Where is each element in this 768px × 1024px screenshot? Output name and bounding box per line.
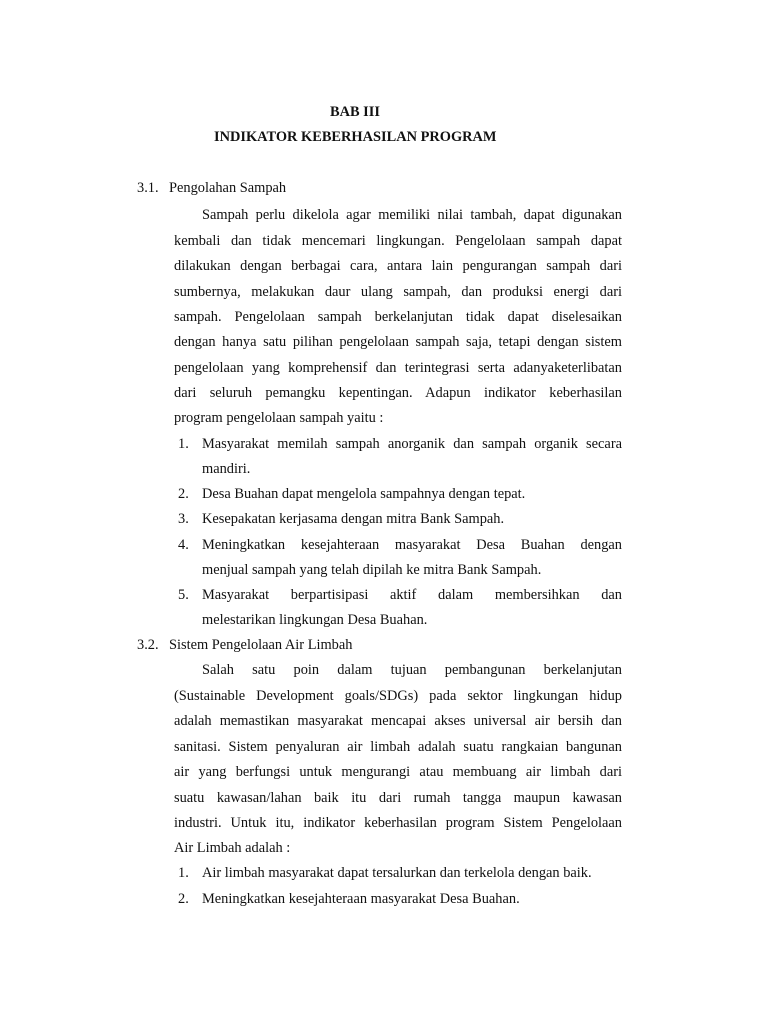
paragraph-line: Sampah perlu dikelola agar memiliki nilai tambah, dapat digunakan	[202, 207, 622, 223]
paragraph-line: dilakukan dengan berbagai cara, antara lain pengurangan sampah dari	[174, 258, 622, 274]
chapter-number: BAB III	[330, 104, 380, 120]
paragraph-line: sumbernya, melakukan daur ulang sampah, dan produksi energi dari	[174, 284, 622, 300]
section-number: 3.2.	[137, 637, 159, 653]
list-item-text: Meningkatkan kesejahteraan masyarakat Desa Buahan.	[202, 891, 520, 907]
section-title: Sistem Pengelolaan Air Limbah	[169, 637, 353, 653]
list-item-number: 3.	[178, 511, 189, 527]
paragraph-line: Salah satu poin dalam tujuan pembangunan berkelanjutan	[202, 662, 622, 678]
paragraph-line: suatu kawasan/lahan baik itu dari rumah tangga maupun kawasan	[174, 790, 622, 806]
paragraph-line: pengelolaan yang komprehensif dan terintegrasi serta adanyaketerlibatan	[174, 360, 622, 376]
list-item-number: 5.	[178, 587, 189, 603]
paragraph-line: program pengelolaan sampah yaitu :	[174, 410, 384, 426]
list-item-text: melestarikan lingkungan Desa Buahan.	[202, 612, 428, 628]
paragraph-line: Air Limbah adalah :	[174, 840, 291, 856]
paragraph-line: sanitasi. Sistem penyaluran air limbah adalah suatu rangkaian bangunan	[174, 739, 622, 755]
paragraph-line: (Sustainable Development goals/SDGs) pada sektor lingkungan hidup	[174, 688, 622, 704]
list-item-text: menjual sampah yang telah dipilah ke mitra Bank Sampah.	[202, 562, 542, 578]
list-item-text: Kesepakatan kerjasama dengan mitra Bank Sampah.	[202, 511, 505, 527]
list-item-number: 2.	[178, 486, 189, 502]
paragraph-line: sampah. Pengelolaan sampah berkelanjutan tidak dapat diselesaikan	[174, 309, 622, 325]
list-item-text: Meningkatkan kesejahteraan masyarakat Desa Buahan dengan	[202, 537, 622, 553]
list-item-text: Air limbah masyarakat dapat tersalurkan dan terkelola dengan baik.	[202, 865, 592, 881]
list-item-text: Desa Buahan dapat mengelola sampahnya dengan tepat.	[202, 486, 526, 502]
list-item-number: 1.	[178, 436, 189, 452]
list-item-text: mandiri.	[202, 461, 251, 477]
list-item-number: 2.	[178, 891, 189, 907]
paragraph-line: industri. Untuk itu, indikator keberhasilan program Sistem Pengelolaan	[174, 815, 622, 831]
section-title: Pengolahan Sampah	[169, 180, 287, 196]
list-item-text: Masyarakat berpartisipasi aktif dalam membersihkan dan	[202, 587, 622, 603]
list-item-number: 4.	[178, 537, 189, 553]
paragraph-line: kembali dan tidak mencemari lingkungan. Pengelolaan sampah dapat	[174, 233, 622, 249]
list-item-text: Masyarakat memilah sampah anorganik dan sampah organik secara	[202, 436, 622, 452]
list-item-number: 1.	[178, 865, 189, 881]
paragraph-line: air yang berfungsi untuk mengurangi atau membuang air limbah dari	[174, 764, 622, 780]
paragraph-line: dengan hanya satu pilihan pengelolaan sampah saja, tetapi dengan sistem	[174, 334, 622, 350]
paragraph-line: adalah memastikan masyarakat mencapai akses universal air bersih dan	[174, 713, 622, 729]
section-number: 3.1.	[137, 180, 159, 196]
paragraph-line: dari seluruh pemangku kepentingan. Adapun indikator keberhasilan	[174, 385, 622, 401]
chapter-title: INDIKATOR KEBERHASILAN PROGRAM	[214, 129, 497, 145]
